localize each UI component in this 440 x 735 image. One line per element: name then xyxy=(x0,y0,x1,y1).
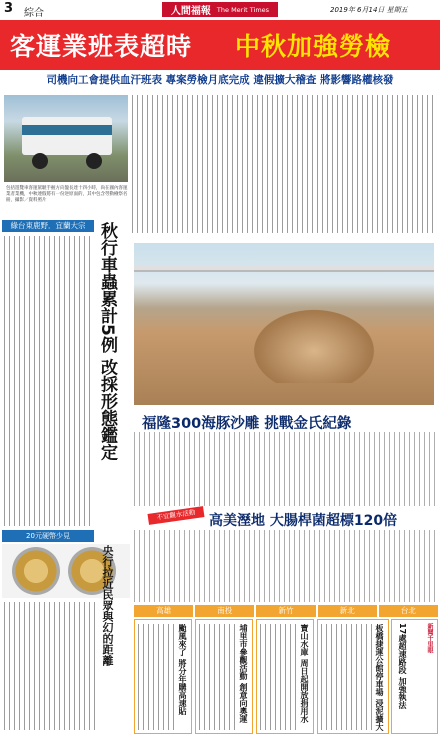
city-brief-title: 颱風來了 將分年購高速貼 xyxy=(178,624,187,715)
city-brief-body xyxy=(321,624,373,730)
city-brief-title: 寶山水庫 周日起開放捐用水 xyxy=(300,624,309,723)
center-story-headline: 央行拉近民眾與幻的距離 xyxy=(101,545,114,666)
city-brief-nantou xyxy=(195,619,253,734)
news-sidebar xyxy=(391,619,438,734)
feature-body xyxy=(134,432,438,506)
city-tab-nantou: 南投 xyxy=(195,605,254,617)
issue-date: 2019年 6月14日 星期五 xyxy=(330,6,408,14)
coin-story-tag: 20元硬幣少見 xyxy=(2,530,94,542)
side-story-body xyxy=(4,236,94,526)
masthead-logo xyxy=(162,2,278,17)
lead-subheadline: 司機向工會提供血汗班表 專案勞檢月底完成 違假擴大稽查 將影響路權核發 xyxy=(46,74,394,86)
side-story-headline-box xyxy=(97,222,137,540)
lead-headline-yellow: 中秋加強勞檢 xyxy=(235,32,392,61)
sidebar-headline: 17處超速路段 加強執法 xyxy=(398,623,407,709)
city-tab-taipei: 台北 xyxy=(379,605,438,617)
city-brief-body xyxy=(138,624,176,730)
bridge xyxy=(134,265,434,272)
brand-chinese: 人間福報 xyxy=(170,6,211,17)
section-label: 綜合 xyxy=(24,8,44,19)
city-brief-body xyxy=(199,624,237,730)
side-story-tag: 綠台東鹿野．宜蘭大宗 xyxy=(2,220,94,232)
feature-2-body xyxy=(134,530,438,602)
city-tab-kaohsiung: 高雄 xyxy=(134,605,193,617)
bus-photo-caption: 包括遊覽車客運駕駛手握方向盤長達十四小時，尚在國內客運業者業機，中秋連假將有一份逆原面的，其中包含勞動檢察名冊，攝影／資料照片 xyxy=(6,186,128,203)
feature-headline-2: 高美溼地 大腸桿菌超標120倍 xyxy=(209,513,398,529)
city-tab-new-taipei: 新北 xyxy=(318,605,377,617)
coin-front xyxy=(12,547,60,595)
lead-headline-white: 客運業班表超時 xyxy=(10,32,193,61)
city-brief-title: 板橋捷運公館停車場 浸泥擴大 xyxy=(375,624,384,731)
city-tab-hsinchu: 新竹 xyxy=(256,605,315,617)
city-tabs xyxy=(134,605,438,617)
city-brief-new-taipei xyxy=(317,619,389,734)
sand-sculpture-photo xyxy=(134,243,434,405)
city-brief-title: 埔里市參觀活動 創意向奧運 xyxy=(239,624,248,723)
sidebar-tag: 新聞千里眼 xyxy=(426,623,433,653)
center-story-headline-box xyxy=(100,545,132,725)
page-number: 3 xyxy=(4,1,14,16)
brand-english: The Merit Times xyxy=(216,5,270,14)
lead-story-body xyxy=(132,95,434,233)
city-brief-hsinchu xyxy=(256,619,314,734)
warning-badge: 不宜觀水活動 xyxy=(148,506,205,525)
bus-photo xyxy=(4,95,128,182)
city-brief-body xyxy=(260,624,298,730)
side-story-headline: 秋行車蟲累計5例 改採形態鑑定 xyxy=(97,222,117,461)
dolphin-sculpture xyxy=(244,303,384,383)
feature-headline: 福隆300海豚沙雕 挑戰金氏紀錄 xyxy=(142,416,352,432)
city-brief-kaohsiung xyxy=(134,619,192,734)
coin-story-body xyxy=(4,602,98,730)
